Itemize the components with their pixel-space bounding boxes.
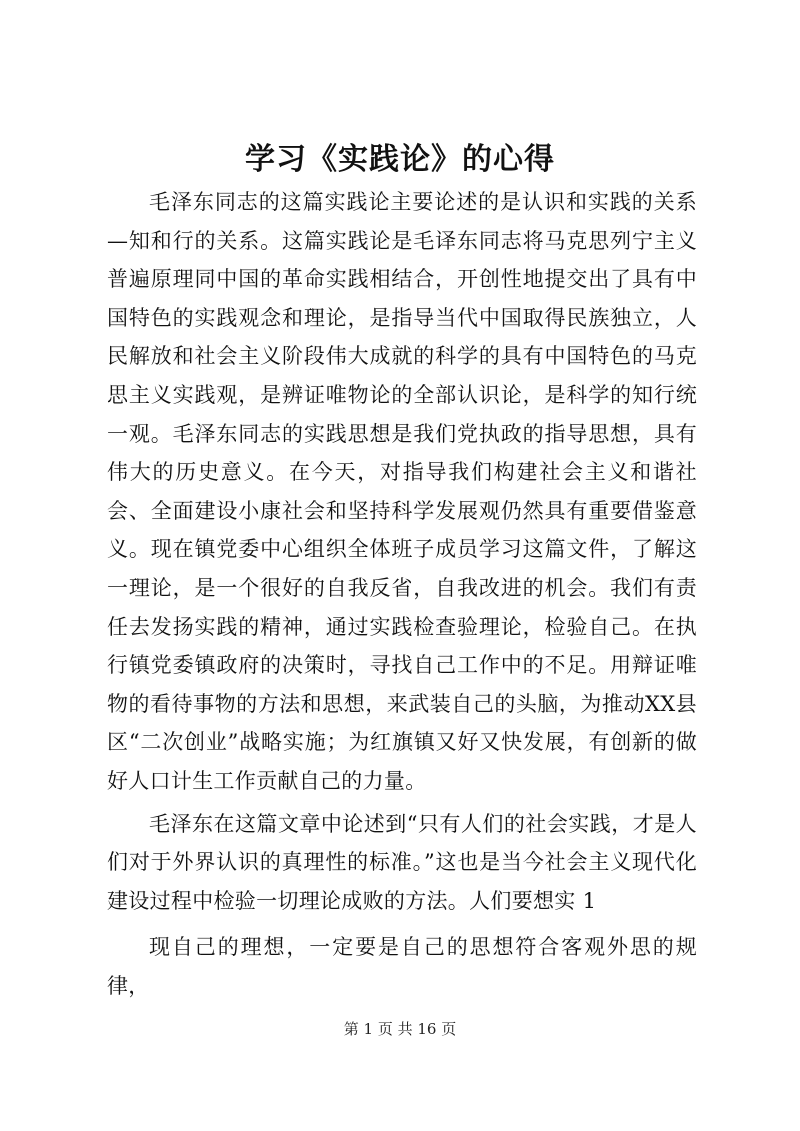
document-body — [107, 183, 697, 1005]
paragraph-3: 现自己的理想，一定要是自己的思想符合客观外思的规律， — [107, 935, 697, 998]
paragraph-1: 毛泽东同志的这篇实践论主要论述的是认识和实践的关系—知和行的关系。这篇实践论是毛译东同志将马克思列宁主义普遍原理同中国的革命实践相结合，开创性地提交出了具有中国特色的实践观念和理论，是指导当代中国取得民族独立，人民解放和社会主义阶段伟大成就的科学的具有中国特色的马克思主义实践观，是辨证唯物论的全部认识论，是科学的知行统一观。毛泽东同志的实践思想是我们党执政的指导思想，具有伟大的历史意义。在今天，对指导我们构建社会主义和谐社会、全面建设小康社会和坚持科学发展观仍然具有重要借鉴意义。现在镇党委中心组织全体班子成员学习这篇文件，了解这一理论，是一个很好的自我反省，自我改进的机会。我们有责任去发扬实践的精神，通过实践检查验理论，检验自己。在执行镇党委镇政府的决策时，寻找自己工作中的不足。用辩证唯物的看待事物的方法和思想，来武装自己的头脑，为推动XX县区“二次创业”战略实施；为红旗镇又好又快发展，有创新的做好人口计生工作贡献自己的力量。 — [107, 190, 697, 793]
document-title: 学习《实践论》的心得 — [245, 142, 555, 177]
paragraph-2: 毛泽东在这篇文章中论述到“只有人们的社会实践，才是人们对于外界认识的真理性的标准。”这也是当今社会主义现代化建设过程中检验一切理论成败的方法。人们要想实 1 — [107, 811, 697, 913]
page-number-footer: 第 1 页 共 16 页 — [343, 1020, 457, 1038]
